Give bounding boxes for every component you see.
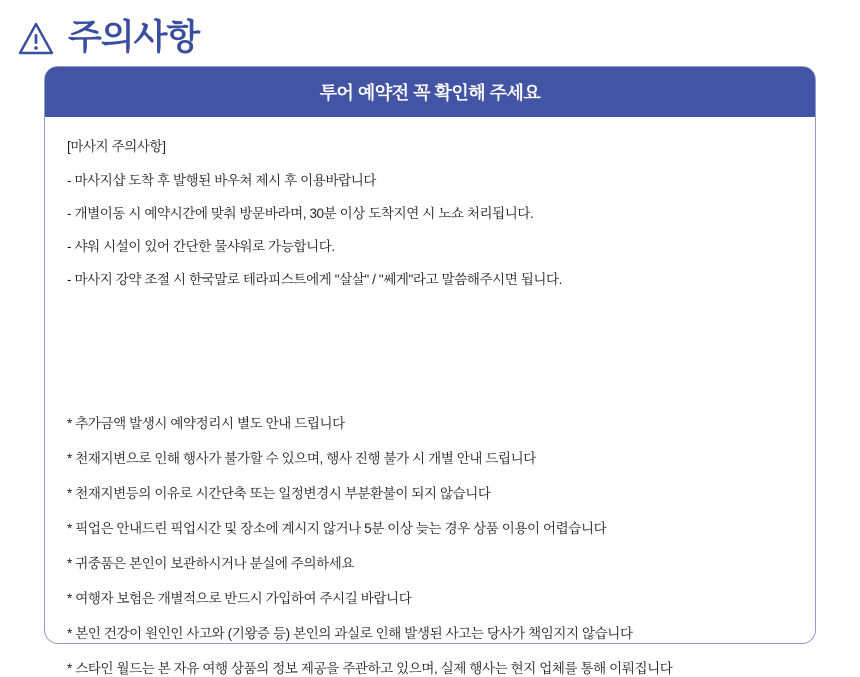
notice-card-body <box>45 117 815 645</box>
general-note-7: * 본인 건강이 원인인 사고와 (기왕증 등) 본인의 과실로 인해 발생된 사고는 당사가 책임지지 않습니다 <box>67 626 793 643</box>
general-note-8: * 스타인 월드는 본 자유 여행 상품의 정보 제공을 주관하고 있으며, 실제 행사는 현지 업체를 통해 이뤄집니다 <box>67 661 793 677</box>
section-spacer <box>67 304 793 416</box>
general-note-5: * 귀중품은 본인이 보관하시거나 분실에 주의하세요 <box>67 556 793 573</box>
page-header <box>0 0 860 62</box>
general-note-4: * 픽업은 안내드린 픽업시간 및 장소에 계시지 않거나 5분 이상 늦는 경우 상품 이용이 어렵습니다 <box>67 521 793 538</box>
massage-section-title: [마사지 주의사항] <box>67 139 793 156</box>
general-note-2: * 천재지변으로 인해 행사가 불가할 수 있으며, 행사 진행 불가 시 개별 안내 드립니다 <box>67 451 793 468</box>
notice-card-header <box>45 67 815 117</box>
general-note-6: * 여행자 보험은 개별적으로 반드시 가입하여 주시길 바랍니다 <box>67 591 793 608</box>
massage-note-4: - 마사지 강약 조절 시 한국말로 테라피스트에게 "살살" / "쎄게"라고 말씀해주시면 됩니다. <box>67 272 793 289</box>
notice-card-heading: 투어 예약전 꼭 확인해 주세요 <box>320 79 541 105</box>
notice-card <box>44 66 816 644</box>
massage-note-3: - 샤워 시설이 있어 간단한 물샤워로 가능합니다. <box>67 239 793 256</box>
massage-note-1: - 마사지샵 도착 후 발행된 바우쳐 제시 후 이용바랍니다 <box>67 173 793 190</box>
page-title: 주의사항 <box>68 20 199 55</box>
massage-note-2: - 개별이동 시 예약시간에 맞춰 방문바라며, 30분 이상 도착지연 시 노쇼 처리됩니다. <box>67 206 793 223</box>
warning-triangle-icon <box>18 22 54 56</box>
general-note-3: * 천재지변등의 이유로 시간단축 또는 일정변경시 부분환불이 되지 않습니다 <box>67 486 793 503</box>
general-note-1: * 추가금액 발생시 예약정리시 별도 안내 드립니다 <box>67 416 793 433</box>
